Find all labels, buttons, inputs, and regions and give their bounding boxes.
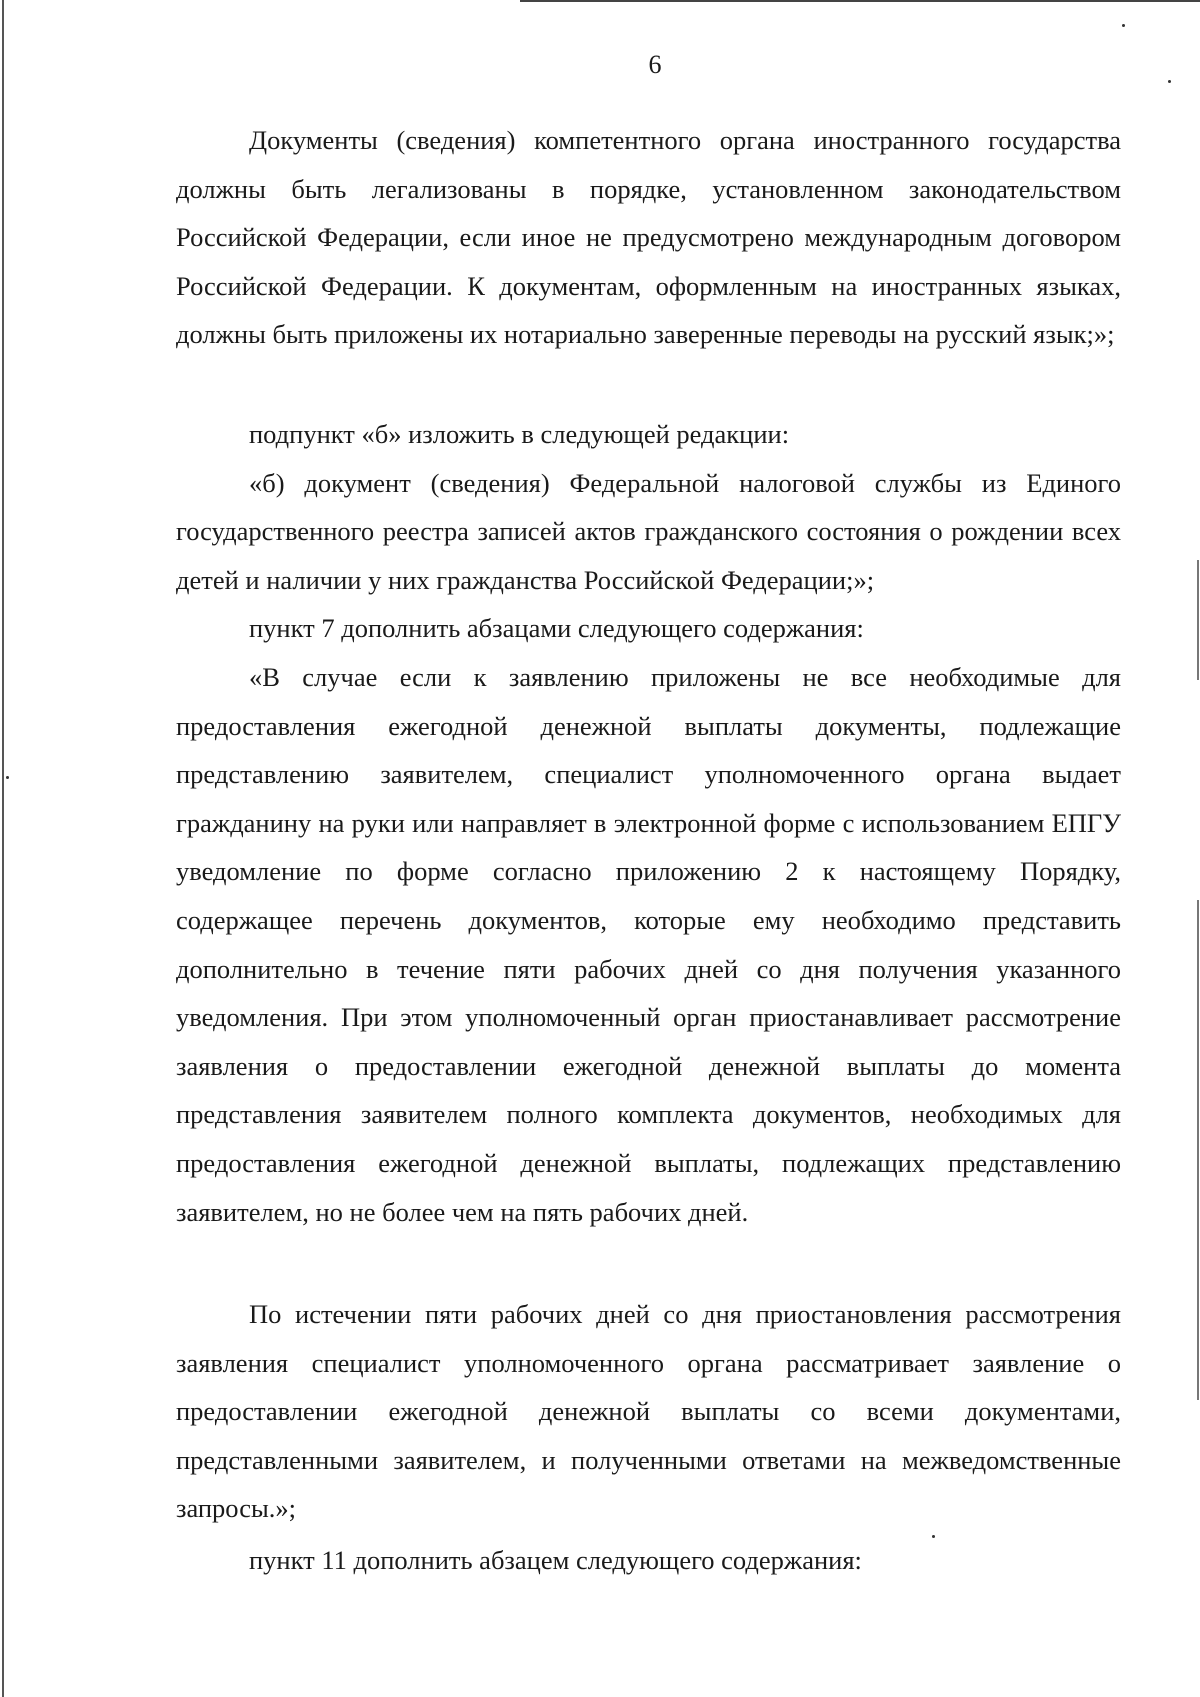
paragraph-block-1	[176, 116, 1121, 359]
paragraph-block-2	[176, 410, 1121, 1236]
paragraph: пункт 11 дополнить абзацем следующего содержания:	[249, 1545, 862, 1575]
paragraph-block-4	[176, 1536, 1121, 1585]
paragraph: «б) документ (сведения) Федеральной налоговой службы из Единого государственного реестра записей актов гражданского состояния о рождении всех детей и наличии у них гражданства Российской Федерации;»;	[176, 467, 1121, 595]
scan-edge-right	[1197, 560, 1199, 680]
paragraph: подпункт «б» изложить в следующей редакции:	[249, 419, 790, 449]
paragraph: «В случае если к заявлению приложены не все необходимые для предоставления ежегодной денежной выплаты документы, подлежащие представлению заявителем, специалист уполномоченного органа выдает гражданину на руки или направляет в электронной форме с использованием ЕПГУ уведомление по форме согласно приложению 2 к настоящему Порядку, содержащее перечень документов, которые ему необходимо представить дополнительно в течение пяти рабочих дней со дня получения указанного уведомления. При этом уполномоченный орган приостанавливает рассмотрение заявления о предоставлении ежегодной денежной выплаты до момента представления заявителем полного комплекта документов, необходимых для предоставления ежегодной денежной выплаты, подлежащих представлению заявителем, но не более чем на пять рабочих дней.	[176, 661, 1121, 1227]
scan-edge-right	[1197, 900, 1199, 1400]
scan-edge-left	[2, 0, 4, 1697]
paragraph-block-3	[176, 1290, 1121, 1533]
scan-speck	[1168, 80, 1171, 83]
paragraph: По истечении пяти рабочих дней со дня приостановления рассмотрения заявления специалист уполномоченного органа рассматривает заявление о предоставлении ежегодной денежной выплаты со всеми документами, представленными заявителем, и полученными ответами на межведомственные запросы.»;	[176, 1299, 1121, 1524]
paragraph: пункт 7 дополнить абзацами следующего содержания:	[249, 613, 864, 644]
paragraph: Документы (сведения) компетентного органа иностранного государства должны быть легализованы в порядке, установленном законодательством Российской Федерации, если иное не предусмотрено международным договором Российской Федерации. К документам, оформленным на иностранных языках, должны быть приложены их нотариально заверенные переводы на русский язык;»;	[176, 125, 1121, 350]
page-number: 6	[648, 50, 662, 79]
scan-speck	[1122, 24, 1125, 27]
scan-edge-top	[520, 0, 1200, 2]
scan-speck	[6, 776, 9, 779]
